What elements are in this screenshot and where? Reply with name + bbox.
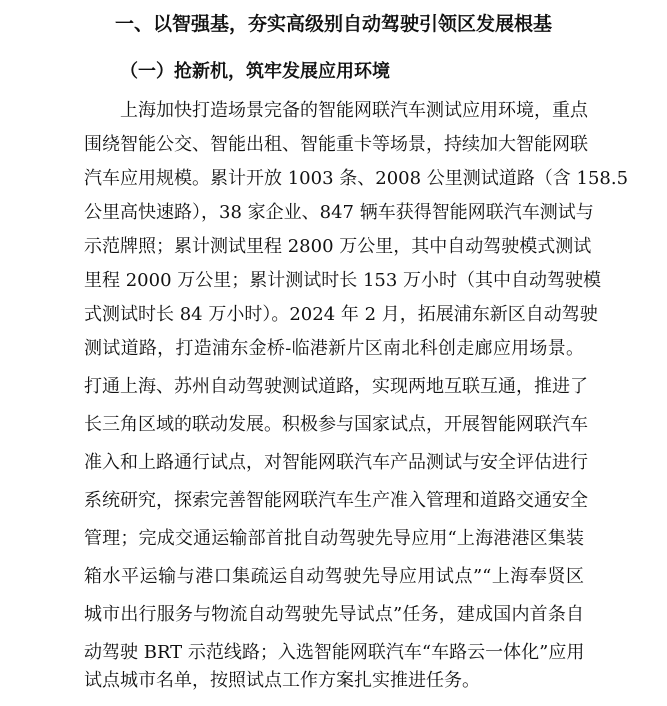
paragraph-line: 测试道路，打造浦东金桥-临港新片区南北科创走廊应用场景。 xyxy=(84,338,584,359)
paragraph-line: 里程 2000 万公里；累计测试时长 153 万小时（其中自动驾驶模 xyxy=(84,270,602,291)
paragraph-line: 式测试时长 84 万小时）。2024 年 2 月，拓展浦东新区自动驾驶 xyxy=(84,304,598,325)
paragraph-line: 城市出行服务与物流自动驾驶先导试点”任务，建成国内首条自 xyxy=(84,604,584,625)
paragraph-line: 管理；完成交通运输部首批自动驾驶先导应用“上海港港区集装 xyxy=(84,528,584,549)
paragraph-line: 公里高快速路），38 家企业、847 辆车获得智能网联汽车测试与 xyxy=(84,202,594,223)
paragraph-line: 汽车应用规模。累计开放 1003 条、2008 公里测试道路（含 158.5 xyxy=(84,168,629,189)
paragraph-line: 准入和上路通行试点，对智能网联汽车产品测试与安全评估进行 xyxy=(84,452,588,473)
paragraph-line: 试点城市名单，按照试点工作方案扎实推进任务。 xyxy=(84,670,480,691)
paragraph-line: 围绕智能公交、智能出租、智能重卡等场景，持续加大智能网联 xyxy=(84,134,588,155)
paragraph-line: 箱水平运输与港口集疏运自动驾驶先导应用试点”“上海奉贤区 xyxy=(84,566,584,587)
section-heading: 一、以智强基，夯实高级别自动驾驶引领区发展根基 xyxy=(114,13,552,35)
paragraph-line: 打通上海、苏州自动驾驶测试道路，实现两地互联互通，推进了 xyxy=(84,376,588,397)
paragraph-line: 示范牌照；累计测试里程 2800 万公里，其中自动驾驶模式测试 xyxy=(84,236,592,257)
paragraph-line: 动驾驶 BRT 示范线路；入选智能网联汽车“车路云一体化”应用 xyxy=(84,642,585,663)
subsection-heading: （一）抢新机，筑牢发展应用环境 xyxy=(120,61,390,82)
paragraph-line: 系统研究，探索完善智能网联汽车生产准入管理和道路交通安全 xyxy=(84,490,588,511)
paragraph-line: 长三角区域的联动发展。积极参与国家试点，开展智能网联汽车 xyxy=(84,414,588,435)
paragraph-line: 上海加快打造场景完备的智能网联汽车测试应用环境，重点 xyxy=(120,100,588,121)
